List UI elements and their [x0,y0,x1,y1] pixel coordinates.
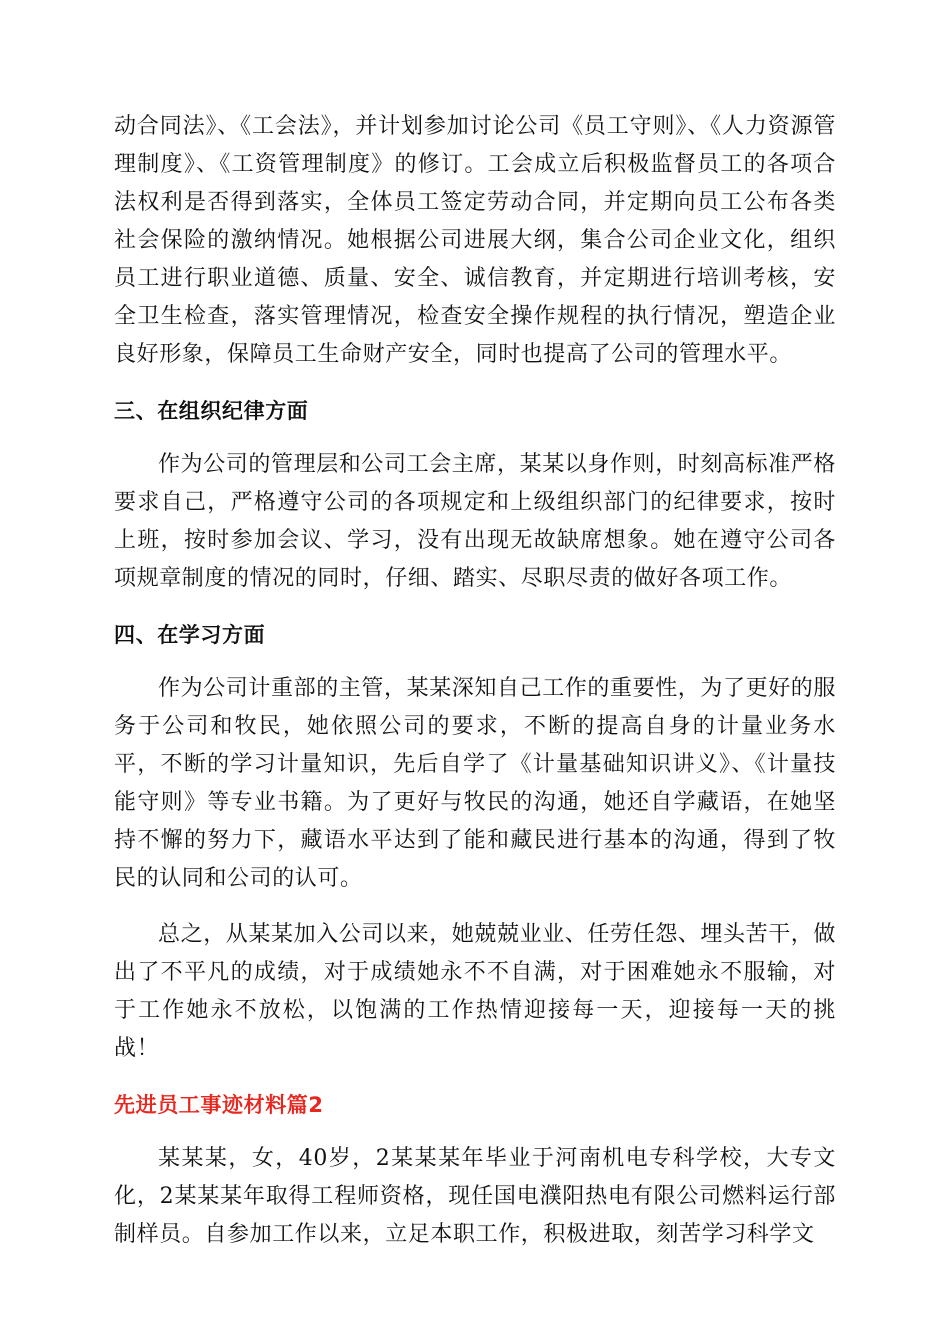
article-2-title: 先进员工事迹材料篇2 [114,1093,324,1117]
section-3-heading: 三、在组织纪律方面 [114,399,309,423]
summary-paragraph: 总之，从某某加入公司以来，她兢兢业业、任劳任怨、埋头苦干，做出了不平凡的成绩，对于成绩她永不不自满，对于困难她永不服输，对于工作她永不放松，以饱满的工作热情迎接每一天，迎接每一天的挑战！ [114,922,837,1061]
intro-paragraph: 动合同法》、《工会法》，并计划参加讨论公司《员工守则》、《人力资源管理制度》、《工资管理制度》的修订。工会成立后积极监督员工的各项合法权利是否得到落实，全体员工签定劳动合同，并定期向员工公布各类社会保险的激纳情况。她根据公司进展大纲，集合公司企业文化，组织员工进行职业道德、质量、安全、诚信教育，并定期进行培训考核，安全卫生检查，落实管理情况，检查安全操作规程的执行情况，塑造企业良好形象，保障员工生命财产安全，同时也提高了公司的管理水平。 [114,114,836,367]
section-3-paragraph: 作为公司的管理层和公司工会主席，某某以身作则，时刻高标准严格要求自己，严格遵守公司的各项规定和上级组织部门的纪律要求，按时上班，按时参加会议、学习，没有出现无故缺席想象。她在遵守公司各项规章制度的情况的同时，仔细、踏实、尽职尽责的做好各项工作。 [114,452,837,591]
section-4-heading: 四、在学习方面 [114,623,266,647]
document-body [114,108,836,1254]
article-2-paragraph: 某某某，女，40岁，2某某某年毕业于河南机电专科学校，大专文化，2某某某年取得工程师资格，现任国电濮阳热电有限公司燃料运行部制样员。自参加工作以来，立足本职工作，积极进取，刻苦学习科学文 [114,1146,836,1247]
section-4-paragraph: 作为公司计重部的主管，某某深知自己工作的重要性，为了更好的服务于公司和牧民，她依照公司的要求，不断的提高自身的计量业务水平，不断的学习计量知识，先后自学了《计量基础知识讲义》、《计量技能守则》等专业书籍。为了更好与牧民的沟通，她还自学藏语，在她坚持不懈的努力下，藏语水平达到了能和藏民进行基本的沟通，得到了牧民的认同和公司的认可。 [114,676,837,891]
